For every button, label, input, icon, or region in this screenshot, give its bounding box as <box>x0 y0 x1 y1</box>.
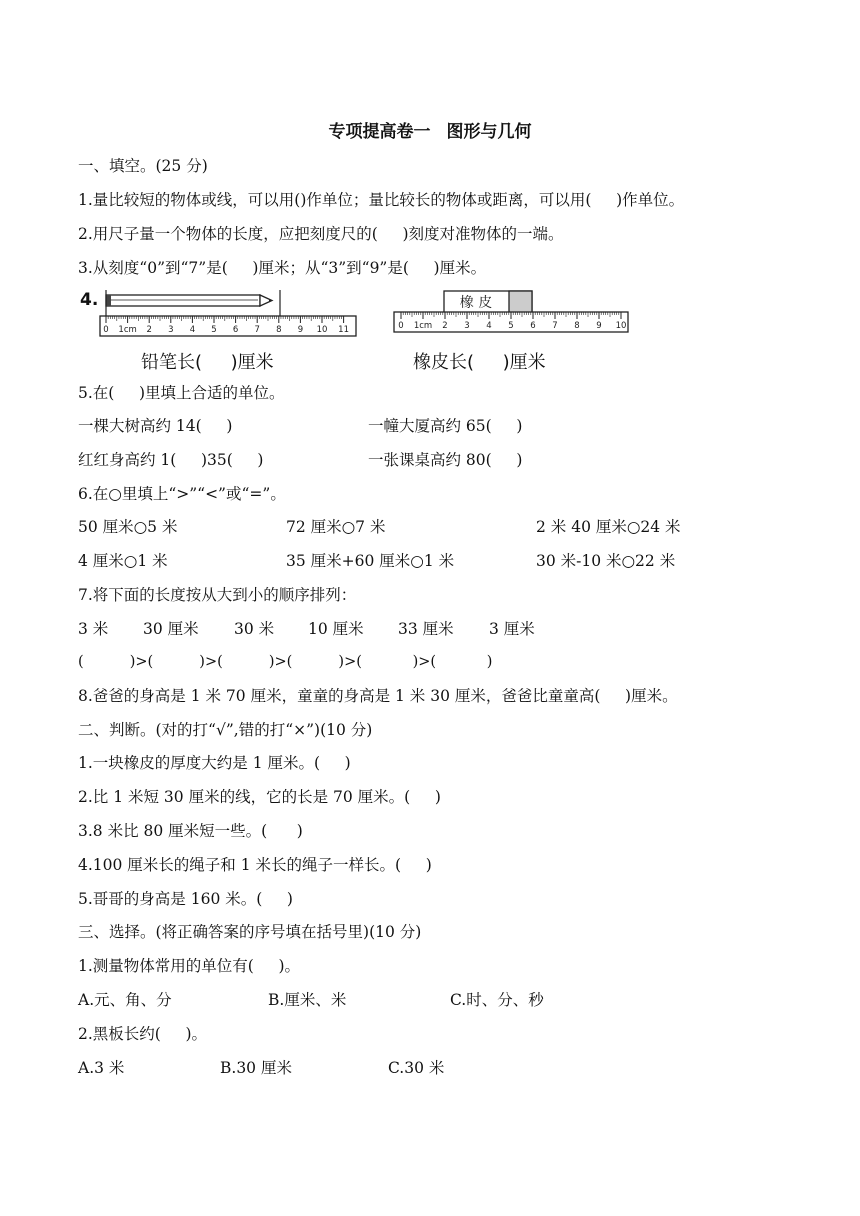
q6-item: 35 厘米+60 厘米○1 米 <box>286 552 455 570</box>
eraser-icon <box>444 291 532 313</box>
choice-option: B.30 厘米 <box>220 1059 292 1077</box>
ruler-tick-label: 2 <box>442 321 448 331</box>
q5-item-d: 一张课桌高约 80( ) <box>368 451 523 469</box>
ruler-tick-label: 3 <box>464 321 470 331</box>
ruler-tick-label: 11 <box>338 325 350 335</box>
q6-item: 2 米 40 厘米○24 米 <box>536 518 681 536</box>
ruler-tick-label: 9 <box>596 321 602 331</box>
question-1: 1.量比较短的物体或线，可以用()作单位；量比较长的物体或距离，可以用( )作单位。 <box>78 191 685 209</box>
eraser-ruler-figure <box>392 288 632 340</box>
q5-item-c: 红红身高约 1( )35( ) <box>78 451 264 469</box>
choice-option: A.元、角、分 <box>78 991 172 1009</box>
q6-item: 30 米-10 米○22 米 <box>536 552 676 570</box>
ruler-tick-label: 7 <box>552 321 558 331</box>
ruler-tick-label: 1cm <box>118 325 137 335</box>
ruler-tick-label: 10 <box>615 321 627 331</box>
section2-heading: 二、判断。(对的打“√”,错的打“×”)(10 分) <box>78 721 373 739</box>
ruler-tick-label: 5 <box>508 321 514 331</box>
judge-item: 4.100 厘米长的绳子和 1 米长的绳子一样长。( ) <box>78 856 432 874</box>
question-2: 2.用尺子量一个物体的长度，应把刻度尺的( )刻度对准物体的一端。 <box>78 225 564 243</box>
eraser-caption: 橡皮长( )厘米 <box>413 352 546 373</box>
pencil-caption: 铅笔长( )厘米 <box>141 352 274 373</box>
question-6: 6.在○里填上“>”“<”或“=”。 <box>78 485 286 503</box>
q7-value: 30 米 <box>234 620 275 638</box>
ruler-tick-label: 3 <box>168 325 174 335</box>
ruler-tick-label: 8 <box>574 321 580 331</box>
ruler-tick-label: 5 <box>211 325 217 335</box>
q5-item-b: 一幢大厦高约 65( ) <box>368 417 523 435</box>
page-title: 专项提高卷一 图形与几何 <box>328 122 532 142</box>
ruler-tick-label: 8 <box>276 325 282 335</box>
choice-option: A.3 米 <box>78 1059 125 1077</box>
ruler-tick-label: 6 <box>232 325 239 335</box>
ruler-tick-label: 4 <box>486 321 492 331</box>
pencil-icon <box>106 295 272 306</box>
q5-item-a: 一棵大树高约 14( ) <box>78 417 233 435</box>
q6-item: 4 厘米○1 米 <box>78 552 168 570</box>
judge-item: 1.一块橡皮的厚度大约是 1 厘米。( ) <box>78 754 351 772</box>
question-7: 7.将下面的长度按从大到小的顺序排列： <box>78 586 357 604</box>
choice-option: C.30 米 <box>388 1059 445 1077</box>
ruler-tick-label: 1cm <box>413 321 433 331</box>
choice-question-2: 2.黑板长约( )。 <box>78 1025 208 1043</box>
q7-blanks: ( )>( )>( )>( )>( )>( ) <box>78 654 493 670</box>
judge-item: 2.比 1 米短 30 厘米的线，它的长是 70 厘米。( ) <box>78 788 441 806</box>
ruler-tick-label: 10 <box>316 325 328 335</box>
ruler-tick-label: 0 <box>103 325 109 335</box>
q6-item: 72 厘米○7 米 <box>286 518 386 536</box>
ruler-tick-label: 2 <box>146 325 152 335</box>
q7-value: 3 米 <box>78 620 109 638</box>
q7-value: 10 厘米 <box>308 620 364 638</box>
choice-option: B.厘米、米 <box>268 991 347 1009</box>
q7-value: 3 厘米 <box>489 620 535 638</box>
ruler-tick-label: 6 <box>530 321 536 331</box>
ruler-tick-label: 4 <box>189 325 196 335</box>
question-5: 5.在( )里填上合适的单位。 <box>78 384 285 402</box>
section3-heading: 三、选择。(将正确答案的序号填在括号里)(10 分) <box>78 923 422 941</box>
judge-item: 5.哥哥的身高是 160 米。( ) <box>78 890 293 908</box>
pencil-ruler-figure <box>98 288 360 340</box>
question-8: 8.爸爸的身高是 1 米 70 厘米，童童的身高是 1 米 30 厘米，爸爸比童童高( )厘米。 <box>78 687 678 705</box>
choice-question-1: 1.测量物体常用的单位有( )。 <box>78 957 301 975</box>
ruler-tick-label: 9 <box>297 325 304 335</box>
q7-value: 30 厘米 <box>143 620 199 638</box>
choice-option: C.时、分、秒 <box>450 991 544 1009</box>
q7-value: 33 厘米 <box>398 620 454 638</box>
section1-heading: 一、填空。(25 分) <box>78 157 208 175</box>
ruler-tick-label: 0 <box>398 321 404 331</box>
q6-item: 50 厘米○5 米 <box>78 518 178 536</box>
question-4-number: 4. <box>80 290 99 310</box>
judge-item: 3.8 米比 80 厘米短一些。( ) <box>78 822 303 840</box>
question-3: 3.从刻度“0”到“7”是( )厘米；从“3”到“9”是( )厘米。 <box>78 259 487 277</box>
eraser-label: 橡 皮 <box>459 295 493 311</box>
ruler-tick-label: 7 <box>254 325 260 335</box>
